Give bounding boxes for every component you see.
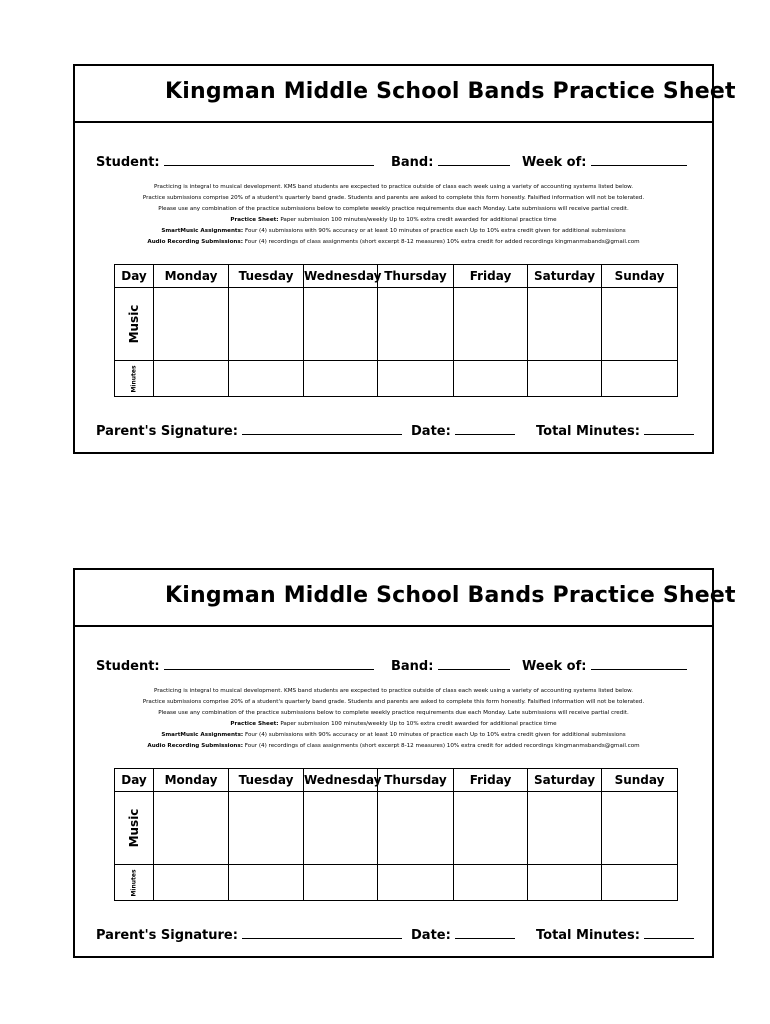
date-label: Date: (411, 928, 451, 943)
minutes-cell-thursday[interactable] (378, 865, 454, 901)
band-input-line[interactable] (438, 656, 510, 670)
minutes-cell-monday[interactable] (154, 865, 229, 901)
music-cell-tuesday[interactable] (229, 792, 304, 865)
sheet-title: Kingman Middle School Bands Practice Sheet (165, 583, 736, 608)
music-cell-saturday[interactable] (528, 288, 602, 361)
date-label: Date: (411, 424, 451, 439)
day-header-thursday: Thursday (378, 769, 454, 792)
instructions (75, 182, 712, 248)
minutes-cell-tuesday[interactable] (229, 361, 304, 397)
student-input-line[interactable] (164, 656, 374, 670)
practice-sheet-option-label: Practice Sheet: (230, 217, 279, 223)
practice-sheet-option-text: Paper submission 100 minutes/weekly Up to 10% extra credit awarded for additional practice time (280, 721, 557, 727)
minutes-cell-friday[interactable] (454, 865, 528, 901)
date-field (411, 925, 515, 943)
title-band (75, 570, 736, 627)
audio-option-label: Audio Recording Submissions: (147, 239, 243, 245)
minutes-cell-friday[interactable] (454, 361, 528, 397)
minutes-row-label (115, 361, 154, 397)
music-row (115, 792, 678, 865)
total-minutes-label: Total Minutes: (536, 928, 640, 943)
minutes-cell-monday[interactable] (154, 361, 229, 397)
audio-option-label: Audio Recording Submissions: (147, 743, 243, 749)
week-label: Week of: (522, 155, 587, 170)
day-header-saturday: Saturday (528, 265, 602, 288)
total-minutes-line[interactable] (644, 925, 694, 939)
date-field (411, 421, 515, 439)
table-header-row (115, 769, 678, 792)
day-header-saturday: Saturday (528, 769, 602, 792)
minutes-row-label (115, 865, 154, 901)
smartmusic-option-label: SmartMusic Assignments: (161, 228, 244, 234)
parent-signature-line[interactable] (242, 421, 402, 435)
music-label-text: Music (127, 304, 141, 344)
minutes-cell-sunday[interactable] (602, 865, 678, 901)
instructions-line-1: Practicing is integral to musical development. KMS band students are excpected to practice outside of class each week using a variety of accounting systems listed below. (153, 184, 634, 190)
minutes-cell-saturday[interactable] (528, 361, 602, 397)
smartmusic-option (75, 226, 712, 237)
date-input-line[interactable] (455, 421, 515, 435)
smartmusic-option-text: Four (4) submissions with 90% accuracy or at least 10 minutes of practice each Up to 10% extra credit given for additional submissions (244, 732, 626, 738)
music-row-label (115, 792, 154, 865)
instructions (75, 686, 712, 752)
instructions-line-2: Practice submissions comprise 20% of a student's quarterly band grade. Students and parents are asked to complete this form honestly. Falsified information will not be tolerated. (142, 699, 645, 705)
minutes-cell-wednesday[interactable] (304, 361, 378, 397)
student-input-line[interactable] (164, 152, 374, 166)
total-minutes-line[interactable] (644, 421, 694, 435)
minutes-cell-wednesday[interactable] (304, 865, 378, 901)
music-cell-monday[interactable] (154, 288, 229, 361)
audio-option-text: Four (4) recordings of class assignments (short excerpt 8-12 measures) 10% extra credit for added recordings kingmanmsbands@gmail.com (244, 239, 640, 245)
total-minutes-label: Total Minutes: (536, 424, 640, 439)
practice-sheet-option-label: Practice Sheet: (230, 721, 279, 727)
week-field (522, 152, 687, 170)
band-label: Band: (391, 659, 434, 674)
practice-log-table (114, 768, 678, 901)
day-header-wednesday: Wednesday (304, 769, 378, 792)
student-label: Student: (96, 659, 160, 674)
music-cell-saturday[interactable] (528, 792, 602, 865)
practice-sheet-option (75, 215, 712, 226)
day-header-sunday: Sunday (602, 265, 678, 288)
music-label-text: Music (127, 808, 141, 848)
minutes-cell-saturday[interactable] (528, 865, 602, 901)
parent-signature-line[interactable] (242, 925, 402, 939)
practice-sheet-2 (73, 568, 736, 958)
total-minutes-field (536, 421, 694, 439)
student-label: Student: (96, 155, 160, 170)
minutes-row (115, 865, 678, 901)
minutes-cell-tuesday[interactable] (229, 865, 304, 901)
audio-option (75, 741, 712, 752)
smartmusic-option (75, 730, 712, 741)
student-field (96, 656, 374, 674)
minutes-label-text: Minutes (130, 868, 138, 897)
music-row-label (115, 288, 154, 361)
practice-sheet-option-text: Paper submission 100 minutes/weekly Up to 10% extra credit awarded for additional practice time (280, 217, 557, 223)
music-cell-monday[interactable] (154, 792, 229, 865)
day-header-friday: Friday (454, 769, 528, 792)
day-header: Day (115, 265, 154, 288)
practice-log-table (114, 264, 678, 397)
day-header-friday: Friday (454, 265, 528, 288)
music-row (115, 288, 678, 361)
day-header: Day (115, 769, 154, 792)
audio-option (75, 237, 712, 248)
day-header-monday: Monday (154, 769, 229, 792)
minutes-cell-sunday[interactable] (602, 361, 678, 397)
band-field (391, 656, 510, 674)
music-cell-friday[interactable] (454, 288, 528, 361)
student-field (96, 152, 374, 170)
week-input-line[interactable] (591, 656, 687, 670)
minutes-cell-thursday[interactable] (378, 361, 454, 397)
music-cell-wednesday[interactable] (304, 288, 378, 361)
music-cell-friday[interactable] (454, 792, 528, 865)
instructions-line-3: Please use any combination of the practice submissions below to complete weekly practice requirements due each Monday. Late submissions will receive partial credit. (158, 710, 629, 716)
parent-signature-label: Parent's Signature: (96, 928, 238, 943)
practice-sheet-option (75, 719, 712, 730)
instructions-line-1: Practicing is integral to musical development. KMS band students are excpected to practice outside of class each week using a variety of accounting systems listed below. (153, 688, 634, 694)
week-input-line[interactable] (591, 152, 687, 166)
minutes-row (115, 361, 678, 397)
parent-signature-field (96, 421, 402, 439)
week-label: Week of: (522, 659, 587, 674)
date-input-line[interactable] (455, 925, 515, 939)
sheet-title: Kingman Middle School Bands Practice Sheet (165, 79, 736, 104)
music-cell-thursday[interactable] (378, 792, 454, 865)
day-header-monday: Monday (154, 265, 229, 288)
band-input-line[interactable] (438, 152, 510, 166)
music-cell-tuesday[interactable] (229, 288, 304, 361)
day-header-tuesday: Tuesday (229, 769, 304, 792)
total-minutes-field (536, 925, 694, 943)
audio-option-text: Four (4) recordings of class assignments (short excerpt 8-12 measures) 10% extra credit for added recordings kingmanmsbands@gmail.com (244, 743, 640, 749)
music-cell-wednesday[interactable] (304, 792, 378, 865)
instructions-line-3: Please use any combination of the practice submissions below to complete weekly practice requirements due each Monday. Late submissions will receive partial credit. (158, 206, 629, 212)
title-band (75, 66, 736, 123)
day-header-thursday: Thursday (378, 265, 454, 288)
day-header-wednesday: Wednesday (304, 265, 378, 288)
day-header-sunday: Sunday (602, 769, 678, 792)
parent-signature-label: Parent's Signature: (96, 424, 238, 439)
table-header-row (115, 265, 678, 288)
music-cell-sunday[interactable] (602, 288, 678, 361)
music-cell-thursday[interactable] (378, 288, 454, 361)
week-field (522, 656, 687, 674)
instructions-line-2: Practice submissions comprise 20% of a student's quarterly band grade. Students and parents are asked to complete this form honestly. Falsified information will not be tolerated. (142, 195, 645, 201)
music-cell-sunday[interactable] (602, 792, 678, 865)
smartmusic-option-label: SmartMusic Assignments: (161, 732, 244, 738)
day-header-tuesday: Tuesday (229, 265, 304, 288)
practice-sheet-1 (73, 64, 736, 454)
parent-signature-field (96, 925, 402, 943)
minutes-label-text: Minutes (130, 364, 138, 393)
band-field (391, 152, 510, 170)
smartmusic-option-text: Four (4) submissions with 90% accuracy or at least 10 minutes of practice each Up to 10% extra credit given for additional submissions (244, 228, 626, 234)
band-label: Band: (391, 155, 434, 170)
